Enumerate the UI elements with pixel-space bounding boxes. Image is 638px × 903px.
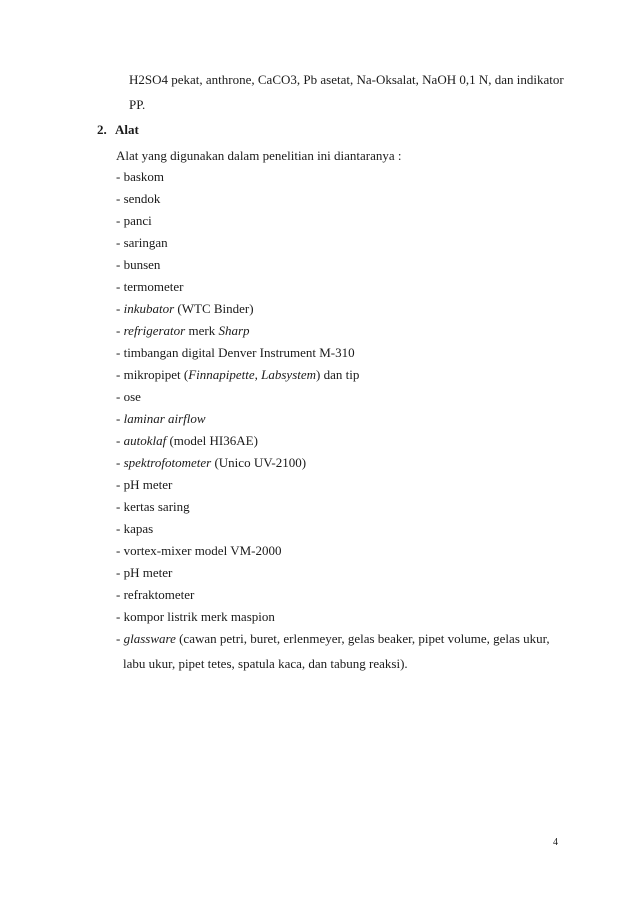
list-item-ph-meter-2: - pH meter: [116, 565, 173, 580]
list-item-timbangan: - timbangan digital Denver Instrument M-310: [116, 345, 355, 360]
glassware-detail: (cawan petri, buret, erlenmeyer, gelas beaker, pipet volume, gelas ukur,: [175, 631, 550, 646]
list-item-glassware-cont: labu ukur, pipet tetes, spatula kaca, dan tabung reaksi).: [123, 656, 408, 671]
list-item-sendok: - sendok: [116, 191, 161, 206]
list-item-vortex: - vortex-mixer model VM-2000: [116, 543, 282, 558]
section-title: Alat: [115, 122, 139, 137]
dash: -: [116, 455, 124, 470]
list-item-spektrofotometer: [116, 455, 306, 471]
spektro-term: spektrofotometer: [123, 455, 212, 470]
list-item-inkubator: [116, 301, 254, 317]
list-item-bunsen: - bunsen: [116, 257, 161, 272]
dash: -: [116, 411, 124, 426]
mikropipet-post: ) dan tip: [316, 367, 360, 382]
inkubator-term: inkubator: [123, 301, 175, 316]
refrigerator-merk: merk: [185, 323, 219, 338]
dash: -: [116, 301, 124, 316]
list-item-laminar: [116, 411, 206, 427]
inkubator-detail: (WTC Binder): [174, 301, 254, 316]
list-item-termometer: - termometer: [116, 279, 184, 294]
list-item-glassware: [116, 631, 550, 647]
list-item-saringan: - saringan: [116, 235, 168, 250]
page-number: 4: [553, 837, 558, 848]
section-heading: [97, 122, 139, 138]
dash: -: [116, 433, 124, 448]
mikropipet-brand: Finnapipette, Labsystem: [188, 367, 317, 382]
list-item-ph-meter: - pH meter: [116, 477, 173, 492]
list-item-mikropipet: [116, 367, 359, 383]
intro-line-2: PP.: [129, 97, 146, 112]
dash: -: [116, 323, 124, 338]
list-item-kapas: - kapas: [116, 521, 154, 536]
list-item-panci: - panci: [116, 213, 152, 228]
list-item-autoklaf: [116, 433, 258, 449]
dash: -: [116, 631, 124, 646]
autoklaf-term: autoklaf: [123, 433, 167, 448]
intro-line-1: H2SO4 pekat, anthrone, CaCO3, Pb asetat, Na-Oksalat, NaOH 0,1 N, dan indikator: [129, 72, 564, 87]
refrigerator-term: refrigerator: [123, 323, 186, 338]
laminar-term: laminar airflow: [123, 411, 206, 426]
refrigerator-brand: Sharp: [218, 323, 250, 338]
section-lead: Alat yang digunakan dalam penelitian ini diantaranya :: [116, 148, 402, 163]
list-item-ose: - ose: [116, 389, 141, 404]
mikropipet-pre: - mikropipet (: [116, 367, 189, 382]
list-item-baskom: - baskom: [116, 169, 165, 184]
section-number: 2.: [97, 122, 107, 137]
list-item-kertas-saring: - kertas saring: [116, 499, 190, 514]
list-item-refrigerator: [116, 323, 250, 339]
spektro-detail: (Unico UV-2100): [211, 455, 307, 470]
autoklaf-detail: (model HI36AE): [166, 433, 258, 448]
glassware-term: glassware: [123, 631, 176, 646]
list-item-refraktometer: - refraktometer: [116, 587, 195, 602]
list-item-kompor: - kompor listrik merk maspion: [116, 609, 275, 624]
